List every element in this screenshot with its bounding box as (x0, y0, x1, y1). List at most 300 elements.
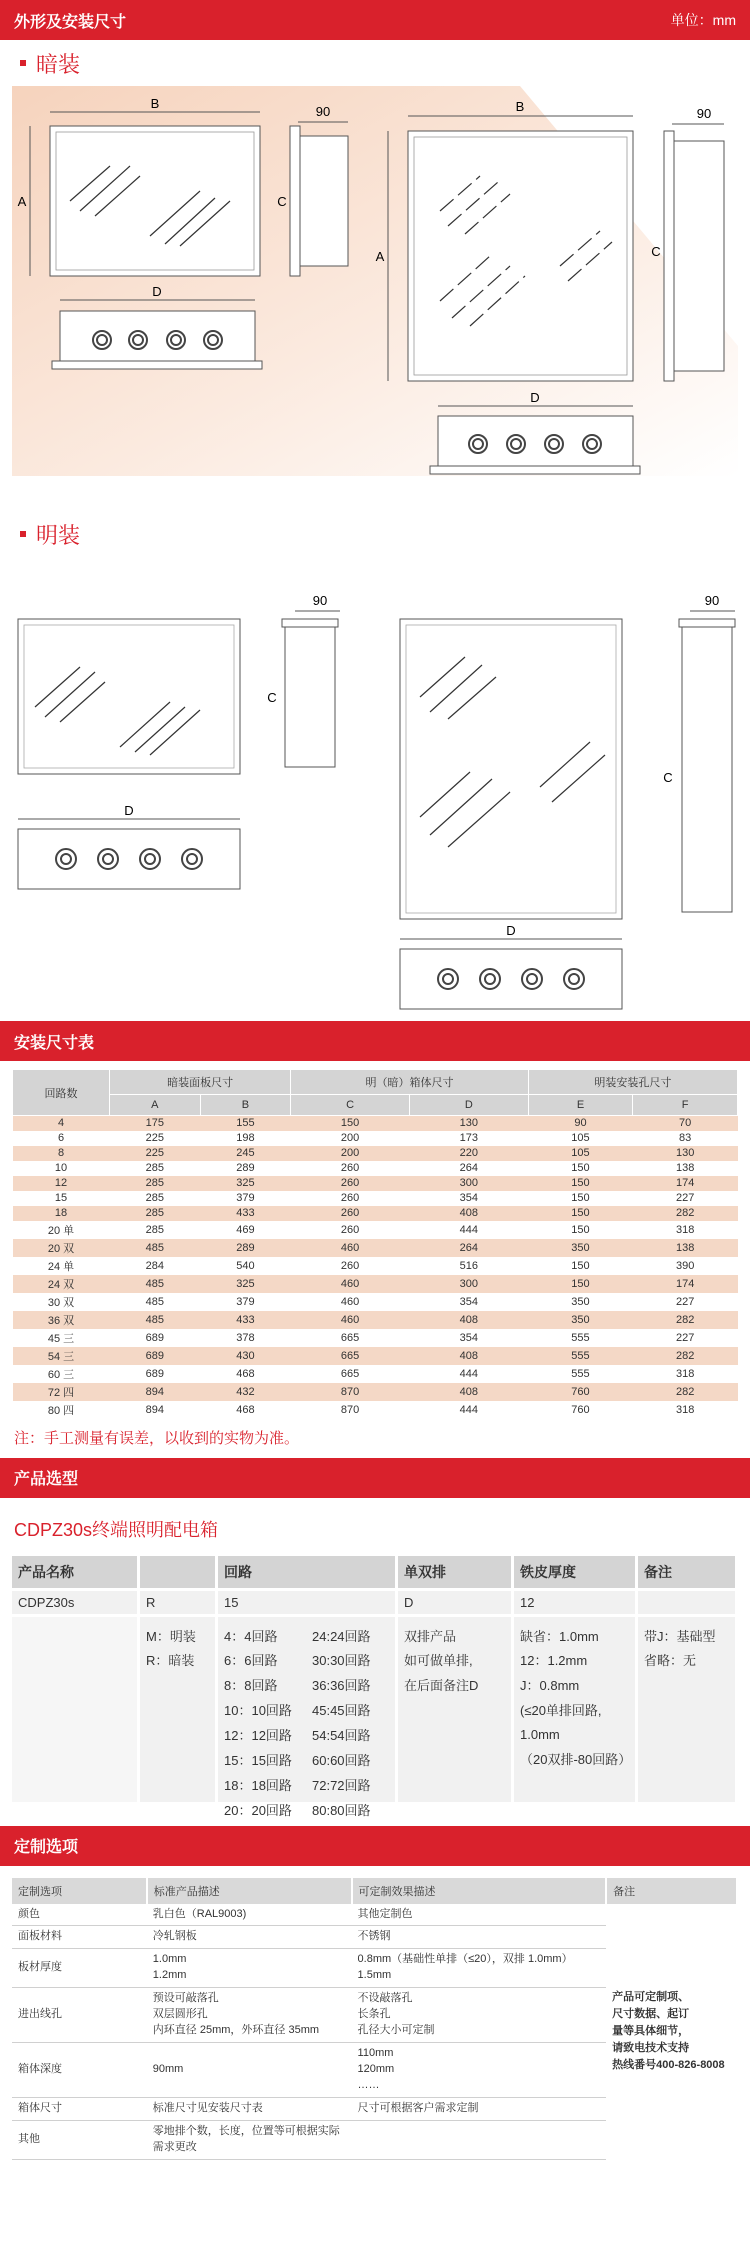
table-cell: 130 (409, 1116, 528, 1131)
small-box-front (18, 619, 240, 774)
section-header-selection (0, 1458, 750, 1498)
custom-side-note (606, 1904, 737, 2160)
desc-line: 预设可敲落孔 (152, 1992, 219, 2005)
table-cell: 8 (13, 1146, 110, 1161)
table-cell: 90 (528, 1116, 633, 1131)
table-cell: 350 (528, 1311, 633, 1329)
side-note-line: 产品可定制项、 (612, 1990, 690, 2003)
desc-line: 长条孔 (357, 2008, 391, 2021)
table-cell: 433 (200, 1206, 291, 1221)
standard-desc (147, 1988, 352, 2043)
table-row (13, 1275, 738, 1293)
thickness-line: J：0.8mm (520, 1677, 580, 1693)
table-cell: 282 (633, 1206, 738, 1221)
surface-depth-label: 90 (312, 593, 328, 608)
desc-line: 1.0mm (152, 1953, 187, 1966)
table-cell: 173 (409, 1131, 528, 1146)
table-cell: 432 (200, 1383, 291, 1401)
table-cell: 894 (110, 1401, 201, 1419)
table-row (13, 1161, 738, 1176)
table-cell: 264 (409, 1161, 528, 1176)
loop-option: 4：4回路 (224, 1628, 278, 1644)
sel-value-thickness: 12 (514, 1588, 638, 1614)
table-row (13, 1311, 738, 1329)
svg-text:A: A (375, 249, 385, 264)
table-cell: 105 (528, 1131, 633, 1146)
sel-value-mount: R (140, 1588, 218, 1614)
table-cell: 300 (409, 1176, 528, 1191)
table-cell: 460 (291, 1275, 410, 1293)
svg-text:90: 90 (696, 106, 712, 121)
table-cell: 390 (633, 1257, 738, 1275)
table-cell: 200 (291, 1131, 410, 1146)
dim-b-label: B (150, 96, 160, 111)
col-d: D (409, 1095, 528, 1116)
table-cell: 354 (409, 1293, 528, 1311)
table-cell: 260 (291, 1257, 410, 1275)
table-cell: 485 (110, 1239, 201, 1257)
surface-title: 明装 (36, 522, 81, 548)
table-cell: 665 (291, 1329, 410, 1347)
option-name: 颜色 (12, 1904, 147, 1926)
table-cell: 540 (200, 1257, 291, 1275)
table-cell: 138 (633, 1161, 738, 1176)
table-cell: 485 (110, 1275, 201, 1293)
table-cell: 444 (409, 1401, 528, 1419)
small-side-view (298, 136, 348, 266)
option-name: 箱体尺寸 (12, 2097, 147, 2120)
table-cell: 225 (110, 1146, 201, 1161)
remark-line: 带J：基础型 (644, 1628, 716, 1644)
table-cell: 408 (409, 1206, 528, 1221)
col-panel: 暗装面板尺寸 (110, 1070, 291, 1095)
col-a: A (110, 1095, 201, 1116)
sel-header-loops: 回路 (218, 1556, 398, 1588)
desc-line: 其他定制色 (357, 1907, 413, 1920)
dim-d-label: D (152, 284, 162, 299)
table-cell: 24 单 (13, 1257, 110, 1275)
side-note-line: 量等具体细节， (612, 2024, 690, 2037)
sel-desc-rows (398, 1614, 514, 1802)
concealed-drawing-svg (0, 86, 750, 511)
table-cell: 105 (528, 1146, 633, 1161)
cust-col-standard: 标准产品描述 (147, 1878, 352, 1904)
thickness-line: （20双排-80回路） (520, 1751, 632, 1767)
col-f: F (633, 1095, 738, 1116)
loop-option: 30:30回路 (312, 1653, 371, 1669)
custom-desc (352, 2120, 607, 2159)
loop-option: 54:54回路 (312, 1728, 371, 1744)
table-cell: 198 (200, 1131, 291, 1146)
table-cell: 760 (528, 1401, 633, 1419)
standard-desc (147, 2043, 352, 2098)
table-cell: 408 (409, 1311, 528, 1329)
section-header-install-dims (0, 1021, 750, 1061)
sel-header-thickness: 铁皮厚度 (514, 1556, 638, 1588)
desc-line: 标准尺寸见安装尺寸表 (152, 2101, 263, 2114)
custom-desc (352, 2097, 607, 2120)
table-cell: 555 (528, 1365, 633, 1383)
table-row (13, 1176, 738, 1191)
rows-line: 在后面备注D (404, 1677, 479, 1693)
custom-desc (352, 1988, 607, 2043)
table-cell: 130 (633, 1146, 738, 1161)
desc-line: 尺寸可根据客户需求定制 (357, 2101, 479, 2114)
table-cell: 354 (409, 1191, 528, 1206)
section-title: 外形及安装尺寸 (14, 13, 127, 31)
loop-option: 60:60回路 (312, 1753, 371, 1769)
sel-header-mount (140, 1556, 218, 1588)
sel-header-remark: 备注 (638, 1556, 738, 1588)
table-cell: 760 (528, 1383, 633, 1401)
option-name: 板材厚度 (12, 1949, 147, 1988)
table-cell: 325 (200, 1275, 291, 1293)
table-row (13, 1383, 738, 1401)
table-cell: 433 (200, 1311, 291, 1329)
unit-label: 单位：mm (670, 12, 736, 28)
table-cell: 54 三 (13, 1347, 110, 1365)
desc-line: 不锈钢 (357, 1930, 391, 1943)
col-e: E (528, 1095, 633, 1116)
table-cell: 150 (528, 1161, 633, 1176)
concealed-title: 暗装 (36, 51, 81, 77)
selection-title: 产品选型 (14, 1471, 79, 1488)
table-cell: 378 (200, 1329, 291, 1347)
table-cell: 20 单 (13, 1221, 110, 1239)
svg-text:D: D (506, 923, 516, 938)
table-cell: 354 (409, 1329, 528, 1347)
rows-line: 双排产品 (404, 1628, 457, 1644)
table-cell: 468 (200, 1365, 291, 1383)
desc-line: 90mm (152, 2063, 184, 2075)
section-header-dimensions (0, 0, 750, 40)
table-cell: 80 四 (13, 1401, 110, 1419)
table-row (13, 1116, 738, 1131)
table-row (13, 1131, 738, 1146)
table-cell: 260 (291, 1161, 410, 1176)
table-cell: 285 (110, 1191, 201, 1206)
small-box-side (285, 627, 335, 767)
table-row (13, 1239, 738, 1257)
custom-desc (352, 1949, 607, 1988)
measure-note: 注：手工测量有误差，以收到的实物为准。 (14, 1429, 300, 1447)
product-name: CDPZ30s终端照明配电箱 (14, 1519, 219, 1540)
dims-body (13, 1116, 738, 1419)
desc-line: 零地排个数，长度，位置等可根据实际需求更改 (152, 2124, 340, 2153)
loop-option: 10：10回路 (224, 1703, 292, 1719)
table-cell: 150 (528, 1176, 633, 1191)
table-cell: 24 双 (13, 1275, 110, 1293)
custom-table (12, 1878, 738, 2160)
surface-heading (0, 511, 750, 557)
desc-line: 冷轧钢板 (152, 1930, 197, 1943)
table-cell: 264 (409, 1239, 528, 1257)
table-cell: 10 (13, 1161, 110, 1176)
table-row (13, 1257, 738, 1275)
desc-line: …… (357, 2078, 380, 2091)
table-cell: 468 (200, 1401, 291, 1419)
table-cell: 460 (291, 1311, 410, 1329)
loop-option: 18：18回路 (224, 1778, 292, 1794)
rows-line: 如可做单排, (404, 1653, 473, 1669)
desc-line: 内环直径 25mm，外环直径 35mm (152, 2024, 320, 2037)
table-cell: 689 (110, 1365, 201, 1383)
table-cell: 72 四 (13, 1383, 110, 1401)
table-cell: 285 (110, 1176, 201, 1191)
table-cell: 260 (291, 1221, 410, 1239)
table-row (13, 1221, 738, 1239)
surface-d-label: D (124, 803, 134, 818)
small-bottom-view (60, 311, 255, 361)
col-hole: 明装安装孔尺寸 (528, 1070, 737, 1095)
custom-desc (352, 1926, 607, 1949)
table-cell: 430 (200, 1347, 291, 1365)
sel-desc-mount (140, 1614, 218, 1802)
table-row (13, 1206, 738, 1221)
table-row (13, 1146, 738, 1161)
table-cell: 555 (528, 1329, 633, 1347)
table-cell: 220 (409, 1146, 528, 1161)
small-box-bottom (18, 829, 240, 889)
table-cell: 155 (200, 1116, 291, 1131)
loop-option: 6：6回路 (224, 1653, 278, 1669)
table-cell: 175 (110, 1116, 201, 1131)
desc-line: 0.8mm（基础性单排（≤20），双排 1.0mm） (357, 1953, 573, 1966)
table-cell: 150 (528, 1257, 633, 1275)
sel-desc-loops (218, 1614, 398, 1819)
loop-option: 36:36回路 (312, 1678, 371, 1694)
table-cell: 870 (291, 1401, 410, 1419)
col-loops: 回路数 (13, 1070, 110, 1116)
table-row (13, 1191, 738, 1206)
large-box-side (682, 627, 732, 912)
table-cell: 379 (200, 1191, 291, 1206)
loop-option: 12：12回路 (224, 1728, 292, 1744)
table-cell: 300 (409, 1275, 528, 1293)
table-cell: 689 (110, 1329, 201, 1347)
loop-option: 15：15回路 (224, 1753, 292, 1769)
table-cell: 870 (291, 1383, 410, 1401)
table-cell: 555 (528, 1347, 633, 1365)
sel-value-loops: 15 (218, 1588, 398, 1614)
table-cell: 70 (633, 1116, 738, 1131)
table-cell: 282 (633, 1311, 738, 1329)
table-cell: 260 (291, 1206, 410, 1221)
install-dims-table (12, 1069, 738, 1419)
table-cell: 325 (200, 1176, 291, 1191)
table-cell: 15 (13, 1191, 110, 1206)
table-cell: 227 (633, 1191, 738, 1206)
table-cell: 12 (13, 1176, 110, 1191)
table-cell: 284 (110, 1257, 201, 1275)
table-cell: 689 (110, 1347, 201, 1365)
table-cell: 150 (528, 1206, 633, 1221)
table-cell: 20 双 (13, 1239, 110, 1257)
table-row (13, 1347, 738, 1365)
large-panel-front (408, 131, 633, 381)
thickness-line: 缺省：1.0mm (520, 1628, 599, 1644)
table-cell: 4 (13, 1116, 110, 1131)
bullet-icon (20, 60, 26, 66)
desc-line: 乳白色（RAL9003) (152, 1907, 247, 1920)
table-row (13, 1401, 738, 1419)
desc-line: 1.5mm (357, 1969, 392, 1982)
selection-grid (12, 1556, 738, 1819)
table-cell: 485 (110, 1311, 201, 1329)
thickness-line: (≤20单排回路, (520, 1702, 602, 1718)
desc-line: 120mm (357, 2063, 395, 2075)
svg-text:B: B (515, 99, 525, 114)
sel-desc-remark (638, 1614, 738, 1802)
table-cell: 260 (291, 1191, 410, 1206)
custom-title: 定制选项 (14, 1839, 79, 1856)
table-cell: 516 (409, 1257, 528, 1275)
option-name: 面板材料 (12, 1926, 147, 1949)
surface-c-label: C (267, 690, 277, 705)
dim-a-label: A (17, 194, 27, 209)
side-note-line: 尺寸数据、起订 (612, 2007, 690, 2020)
table-cell: 469 (200, 1221, 291, 1239)
large-box-bottom (400, 949, 622, 1009)
col-box: 明（暗）箱体尺寸 (291, 1070, 528, 1095)
table-cell: 408 (409, 1347, 528, 1365)
remark-line: 省略：无 (644, 1653, 697, 1669)
surface-drawing-svg (0, 557, 750, 1017)
table-cell: 444 (409, 1365, 528, 1383)
loop-option: 8：8回路 (224, 1678, 278, 1694)
table-cell: 285 (110, 1206, 201, 1221)
table-cell: 30 双 (13, 1293, 110, 1311)
mount-option: M：明装 (146, 1628, 196, 1644)
section-header-custom (0, 1826, 750, 1866)
table-cell: 318 (633, 1401, 738, 1419)
sel-header-rows: 单双排 (398, 1556, 514, 1588)
table-cell: 150 (528, 1221, 633, 1239)
table-cell: 174 (633, 1176, 738, 1191)
sel-value-name: CDPZ30s (12, 1588, 140, 1614)
table-cell: 18 (13, 1206, 110, 1221)
table-cell: 260 (291, 1176, 410, 1191)
table-cell: 245 (200, 1146, 291, 1161)
table-cell: 282 (633, 1347, 738, 1365)
dim-c-label: C (277, 194, 287, 209)
table-cell: 379 (200, 1293, 291, 1311)
desc-line: 1.2mm (152, 1969, 187, 1982)
table-row (12, 1904, 737, 1926)
table-cell: 408 (409, 1383, 528, 1401)
col-b: B (200, 1095, 291, 1116)
sel-value-rows: D (398, 1588, 514, 1614)
table-cell: 200 (291, 1146, 410, 1161)
cust-col-option: 定制选项 (12, 1878, 147, 1904)
dim-depth-label: 90 (315, 104, 331, 119)
sel-value-remark (638, 1588, 738, 1614)
table-cell: 6 (13, 1131, 110, 1146)
table-cell: 318 (633, 1365, 738, 1383)
standard-desc (147, 2120, 352, 2159)
small-panel-front (50, 126, 260, 276)
standard-desc (147, 1949, 352, 1988)
table-cell: 665 (291, 1347, 410, 1365)
table-cell: 444 (409, 1221, 528, 1239)
custom-body (12, 1904, 737, 2160)
sel-desc-thickness (514, 1614, 638, 1802)
table-cell: 485 (110, 1293, 201, 1311)
loop-option: 72:72回路 (312, 1778, 371, 1794)
thickness-line: 12：1.2mm (520, 1653, 588, 1669)
standard-desc (147, 1904, 352, 1926)
table-cell: 285 (110, 1221, 201, 1239)
desc-line: 不设敲落孔 (357, 1992, 413, 2005)
desc-line: 双层圆形孔 (152, 2008, 208, 2021)
large-side-view (672, 141, 724, 371)
table-cell: 138 (633, 1239, 738, 1257)
table-cell: 894 (110, 1383, 201, 1401)
side-note-line: 请致电技术支持 (612, 2041, 690, 2054)
option-name: 箱体深度 (12, 2043, 147, 2098)
large-bottom-view (438, 416, 633, 466)
option-name: 进出线孔 (12, 1988, 147, 2043)
svg-text:90: 90 (704, 593, 720, 608)
option-name: 其他 (12, 2120, 147, 2159)
loops-list (224, 1625, 389, 1825)
table-cell: 225 (110, 1131, 201, 1146)
dims-title: 安装尺寸表 (14, 1034, 95, 1052)
loop-option: 80:80回路 (312, 1803, 371, 1819)
svg-text:C: C (663, 770, 673, 785)
mount-option: R：暗装 (146, 1653, 195, 1669)
table-cell: 60 三 (13, 1365, 110, 1383)
table-row (13, 1293, 738, 1311)
table-cell: 460 (291, 1293, 410, 1311)
table-cell: 150 (291, 1116, 410, 1131)
sel-header-name: 产品名称 (12, 1556, 140, 1588)
table-cell: 289 (200, 1161, 291, 1176)
loop-option: 24:24回路 (312, 1628, 371, 1644)
custom-desc (352, 2043, 607, 2098)
table-cell: 350 (528, 1239, 633, 1257)
table-cell: 318 (633, 1221, 738, 1239)
table-cell: 83 (633, 1131, 738, 1146)
thickness-line: 1.0mm (520, 1727, 560, 1743)
table-row (13, 1365, 738, 1383)
concealed-drawings (0, 86, 750, 511)
sel-desc-name (12, 1614, 140, 1802)
table-cell: 665 (291, 1365, 410, 1383)
svg-text:D: D (530, 390, 540, 405)
col-c: C (291, 1095, 410, 1116)
custom-desc (352, 1904, 607, 1926)
standard-desc (147, 2097, 352, 2120)
bullet-icon (20, 531, 26, 537)
loop-option: 45:45回路 (312, 1703, 371, 1719)
loop-option: 20：20回路 (224, 1803, 292, 1819)
table-cell: 45 三 (13, 1329, 110, 1347)
surface-drawings (0, 557, 750, 1017)
desc-line: 110mm (357, 2047, 394, 2060)
table-row (13, 1329, 738, 1347)
concealed-heading (0, 40, 750, 86)
standard-desc (147, 1926, 352, 1949)
table-cell: 227 (633, 1329, 738, 1347)
table-cell: 460 (291, 1239, 410, 1257)
table-cell: 174 (633, 1275, 738, 1293)
cust-col-remark: 备注 (606, 1878, 737, 1904)
svg-text:C: C (651, 244, 661, 259)
desc-line: 孔径大小可定制 (357, 2024, 435, 2037)
table-cell: 350 (528, 1293, 633, 1311)
table-cell: 36 双 (13, 1311, 110, 1329)
